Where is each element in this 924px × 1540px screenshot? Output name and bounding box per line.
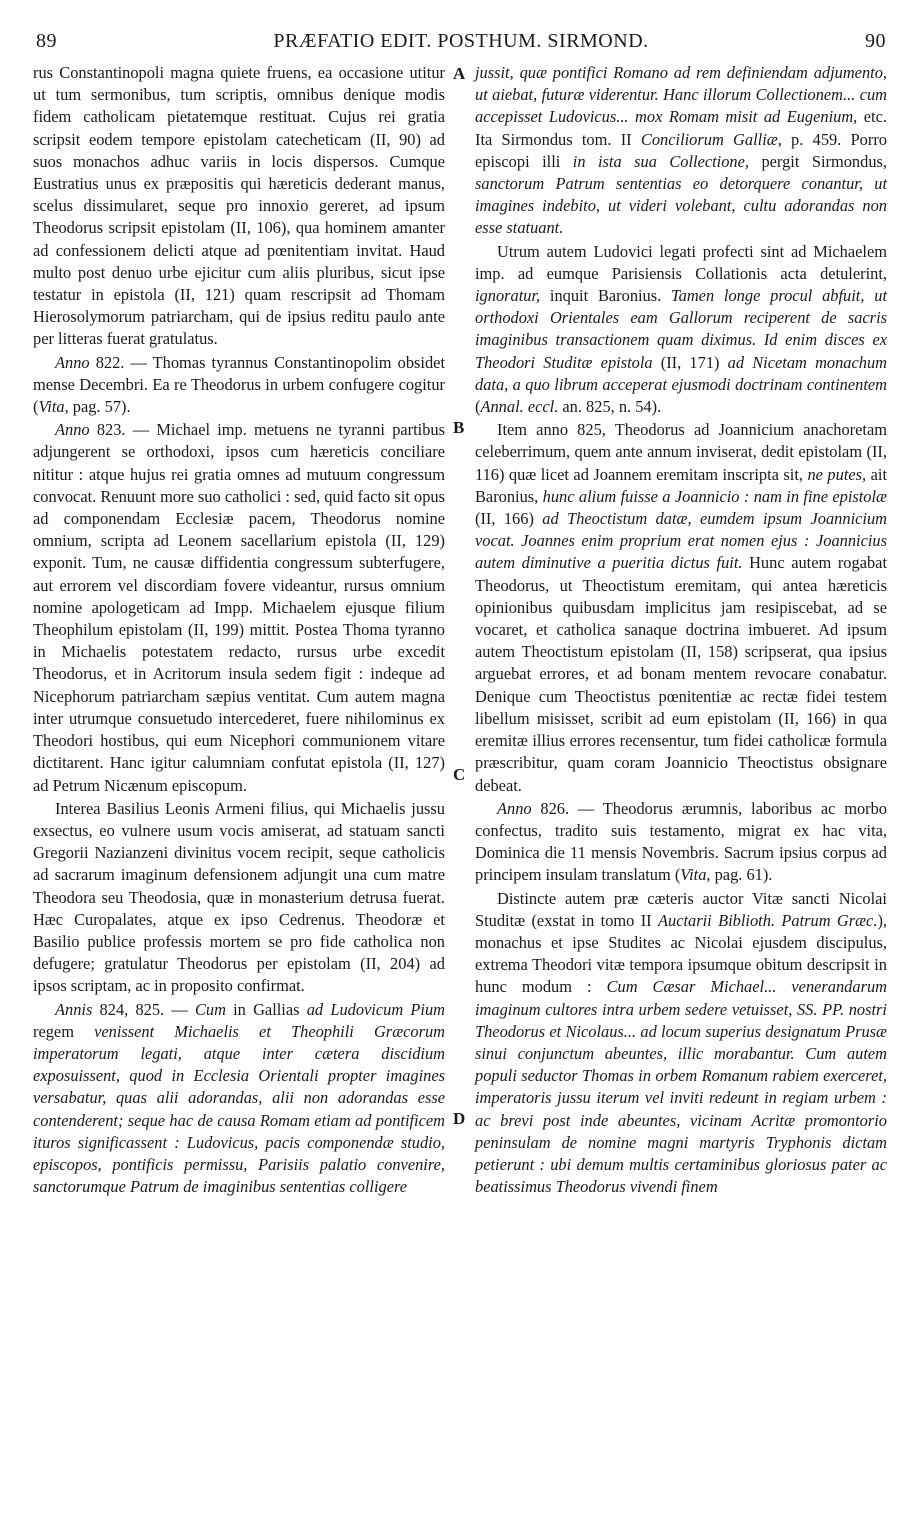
margin-letter-c: C xyxy=(453,765,466,784)
left-column xyxy=(33,62,445,1198)
paragraph-anno-823: Anno 823. — Michael imp. metuens ne tyranni partibus adjungerent se orthodoxi, ipsos cum hæreticis conciliare nititur : atque hujus rei gratia omnes ad mutuum congressum convocat. Renuunt more suo catholici : sed, quid facto sit opus ad componendam Ecclesiæ pacem, Theodorus nomine omnium, scripta ad Leonem sacellarium epistola (II, 129) exponit. Tum, ne causæ diffidentia congressum subterfugere, aut errorem vel discordiam fovere videantur, rursus omnium nomine apologeticam ad Impp. Michaelem ejusque filium Theophilum epistolam (II, 199) mittit. Postea Thoma tyranno in Michaelis potestatem redacto, rursus urbe excedit Theodorus, et in Acritorum insula sedem figit : indeque ad Nicephorum patriarcham sæpius ventitat. Cum autem magna inter utrumque consuetudo intercederet, fuere nihilominus ex Theodori hostibus, qui eum Nicephori communionem vitare dictitarent. Hanc igitur calumniam confutat epistola (II, 127) ad Petrum Nicænum episcopum. xyxy=(33,420,445,795)
paragraph: rus Constantinopoli magna quiete fruens, ea occasione utitur ut tum sermonibus, tum scriptis, omnibus denique modis fidem catholicam pietatemque restituat. Cujus rei gratia scripsit eodem tempore epistolam catecheticam (II, 90) ad suos monachos adhuc variis in locis dispersos. Cumque Eustratius unus ex præpositis qui hæreticis dederant manus, scelus dissimularet, seque pro innoxio gereret, ad ipsum Theodorus scripsit epistolam (II, 106), qua hominem amanter ad confessionem delicti atque ad pœnitentiam invitat. Haud multo post denuo urbe ejicitur cum aliis pluribus, sicut ipse testatur in epistola (II, 121) quam rescripsit ad Thomam Hierosolymorum patriarcham, qui de ipsius reditu paulo ante per litteras fuerat gratulatus. xyxy=(33,63,445,349)
margin-letter-a: A xyxy=(453,64,466,83)
paragraph: jussit, quæ pontifici Romano ad rem definiendam adjumento, ut aiebat, futuræ viderentur. Hanc illorum Collectionem... cum accepisset Ludovicus... mox Romam misit ad Eugenium, etc. Ita Sirmondus tom. II Conciliorum Galliæ, p. 459. Porro episcopi illi in ista sua Collectione, pergit Sirmondus, sanctorum Patrum sententias eo detorquere conantur, ut imagines indebito, ut videri volebant, cultu adorandas non esse statuant. xyxy=(475,63,887,238)
paragraph: Item anno 825, Theodorus ad Joannicium anachoretam celeberrimum, quem ante annum inviserat, dedit epistolam (II, 116) quæ licet ad Joannem eremitam inscripta sit, ne putes, ait Baronius, hunc alium fuisse a Joannicio : nam in fine epistolæ (II, 166) ad Theoctistum datæ, eumdem ipsum Joannicium vocat. Joannes enim proprium erat nomen ejus : Joannicius autem diminutive a pueritia dictus fuit. Hunc autem rogabat Theodorus, ut Theoctistum eremitam, qui antea hæreticis opinionibus quibusdam implicitus jam resipiscebat, ad se vocaret, et catholica sanaque doctrina imbueret. Ad ipsum autem Theoctistum epistolam (II, 158) scripserat, qua ipsius arguebat errores, et ad bonam mentem revocare conabatur. Denique cum Theoctistus pœnitentiæ ac rectæ fidei testem libellum misisset, scribit ad eum epistolam (II, 166) in qua eremitæ illius errores recensentur, tum fidei catholicæ formula præscribitur, quam coram Joannicio Theoctistus obsignare debeat. xyxy=(475,420,888,795)
paragraph-annis-824-825: Annis 824, 825. — Cum in Gallias ad Ludovicum Pium regem venissent Michaelis et Theophili Græcorum imperatorum legati, atque inter cætera discidium exposuissent, quod in Ecclesia Orientali propter imagines versabatur, quas alii adorandas, alii non adorandas esse contenderent; seque hac de causa Romam etiam ad pontificem ituros significassent : Ludovicus, pacis componendæ studio, episcopos, pontificis permissu, Parisiis palatio convenire, sanctorumque Patrum de imaginibus sententias colligere xyxy=(33,999,446,1197)
margin-letter-d: D xyxy=(453,1109,466,1128)
margin-letter-b: B xyxy=(453,418,465,437)
running-header xyxy=(30,30,892,58)
paragraph-anno-826: Anno 826. — Theodorus ærumnis, laboribus ac morbo confectus, tradito suis testamento, migrat ex hac vita, Dominica die 11 mensis Novembris. Sacrum ipsius corpus ad principem insulam translatum (Vita, pag. 61). xyxy=(475,798,887,885)
paragraph: Interea Basilius Leonis Armeni filius, qui Michaelis jussu exsectus, eo vulnere usum vocis amiserat, ad statuam sancti Gregorii Nazianzeni divinitus vocem recipit, seque catholicis ad sacrarum imaginum defensionem adjungit una cum matre Theodora seu Theodosia, quæ in monasterium detrusa fuerat. Hæc Curopalates, atque ex ipso Cedrenus. Theodoræ et Basilio publice professis mortem se pro fide catholica non defugere; gratulatur Theodorus per epistolam (II, 204) ad ipsos scriptam, ac in proposito confirmat. xyxy=(33,798,445,996)
page-number-left: 89 xyxy=(36,30,57,52)
paragraph-anno-822: Anno 822. — Thomas tyrannus Constantinopolim obsidet mense Decembri. Ea re Theodorus in urbem confugere cogitur (Vita, pag. 57). xyxy=(33,352,445,417)
page-number-right: 90 xyxy=(865,30,886,52)
right-column xyxy=(475,62,887,1198)
paragraph: Utrum autem Ludovici legati profecti sint ad Michaelem imp. ad eumque Parisiensis Collationis acta detulerint, ignoratur, inquit Baronius. Tamen longe procul abfuit, ut orthodoxi Orientales eam Gallorum reciperent de sacris imaginibus transactionem quam diximus. Id enim disces ex Theodori Studitæ epistola (II, 171) ad Nicetam monachum data, a quo librum acceperat ejusmodi doctrinam continentem (Annal. eccl. an. 825, n. 54). xyxy=(475,241,887,417)
running-title: PRÆFATIO EDIT. POSTHUM. SIRMOND. xyxy=(273,30,649,52)
paragraph: Distincte autem præ cæteris auctor Vitæ sancti Nicolai Studitæ (exstat in tomo II Auctarii Biblioth. Patrum Græc.), monachus et ipse Studites ac Nicolai ejusdem discipulus, extrema Theodori vitæ tempora ipsumque obitum descripsit in hunc modum : Cum Cæsar Michael... venerandarum imaginum cultores intra urbem sedere vetuisset, SS. PP. nostri Theodorus et Nicolaus... ad locum superius designatum Prusæ sinui conjunctum abeuntes, illic morabantur. Cum autem populi seductor Thomas in orbem Romanum rabiem exerceret, imperatoris jussu iterum vel inviti redeunt in regiam urbem : ac brevi post inde abeuntes, vicinam Acritæ promontorio peninsulam de nomine magni martyris Tryphonis dictam petierunt : ubi demum multis certaminibus gloriosus pater ac beatissimus Theodorus vivendi finem xyxy=(475,888,887,1197)
